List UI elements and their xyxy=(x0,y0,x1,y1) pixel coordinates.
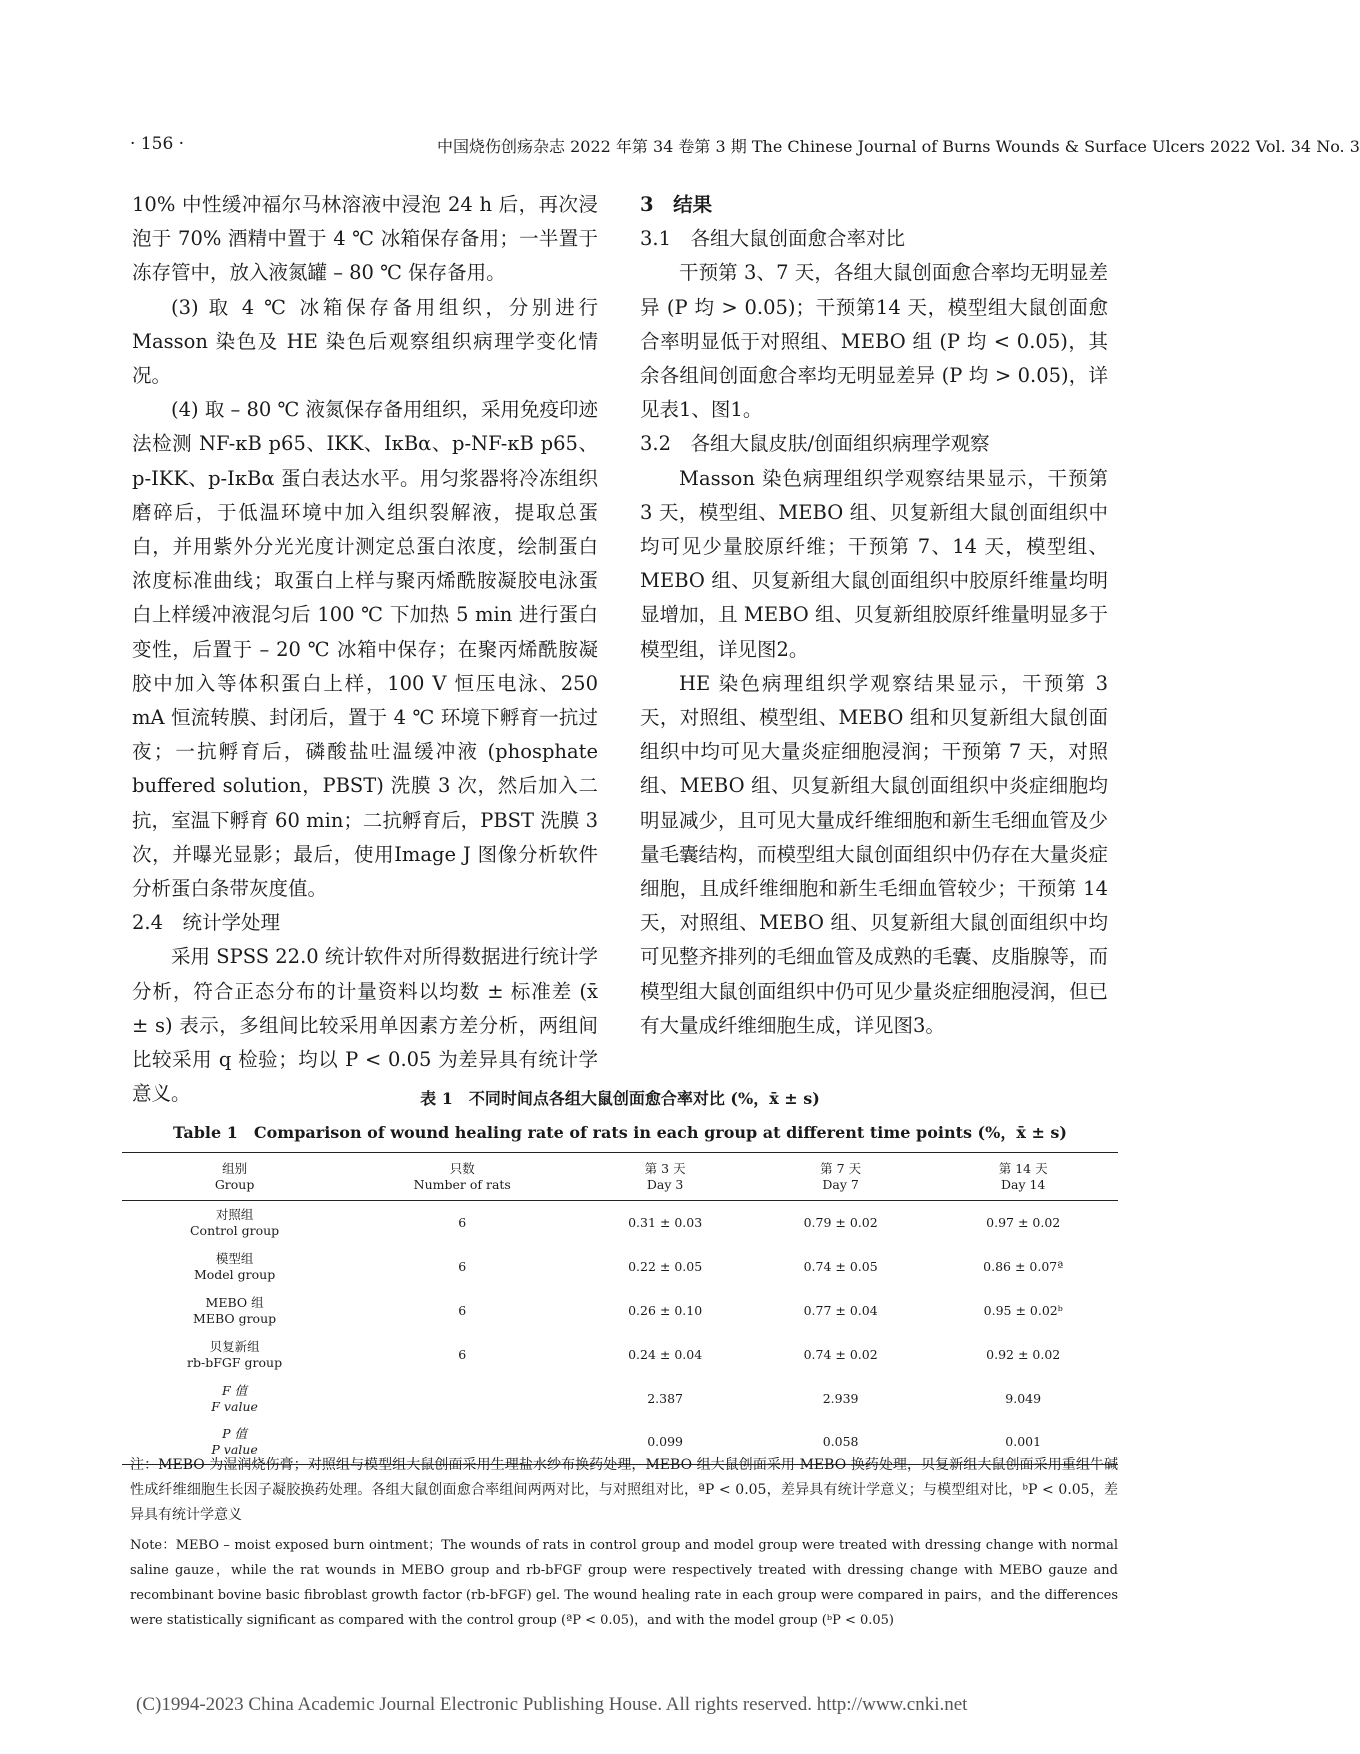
table-row xyxy=(122,1377,1118,1421)
cell-n: 6 xyxy=(458,1258,467,1274)
table-row xyxy=(122,1333,1118,1377)
section-heading: 3 结果 xyxy=(640,193,713,216)
right-column xyxy=(640,188,1108,1043)
table-row xyxy=(122,1245,1118,1289)
cell-group: F 值 F value xyxy=(211,1382,258,1414)
cell-group: 贝复新组 rb-bFGF group xyxy=(187,1338,283,1370)
paragraph: (3) 取 4 ℃ 冰箱保存备用组织，分别进行 Masson 染色及 HE 染色后观察组织病理学变化情况。 xyxy=(132,295,598,388)
cell-group: MEBO 组 MEBO group xyxy=(193,1294,277,1326)
cell-d3: 0.26 ± 0.10 xyxy=(628,1302,703,1318)
cell-d3: 0.099 xyxy=(647,1434,684,1450)
left-column xyxy=(132,188,598,1111)
header-day3: 第 3 天 Day 3 xyxy=(644,1160,686,1192)
header-group: 组别 Group xyxy=(214,1160,255,1192)
cell-d14: 0.92 ± 0.02 xyxy=(986,1346,1061,1362)
cell-d3: 0.22 ± 0.05 xyxy=(628,1258,703,1274)
running-header xyxy=(120,134,1360,160)
header-day7: 第 7 天 Day 7 xyxy=(820,1160,862,1192)
cell-d7: 2.939 xyxy=(822,1390,859,1406)
paragraph: 10% 中性缓冲福尔马林溶液中浸泡 24 h 后，再次浸泡于 70% 酒精中置于 4 ℃ 冰箱保存备用；一半置于冻存管中，放入液氮罐 – 80 ℃ 保存备用。 xyxy=(132,193,598,285)
header-number: 只数 Number of rats xyxy=(413,1160,511,1192)
paragraph: HE 染色病理组织学观察结果显示，干预第 3 天，对照组、模型组、MEBO 组和贝复新组大鼠创面组织中均可见大量炎症细胞浸润；干预第 7 天，对照组、MEBO 组、贝复新组大鼠创面组织中炎症细胞均明显减少，且可见大量成纤维细胞和新生毛细血管及少量毛囊结构，而模型组大鼠创面组织中仍存在大量炎症细胞，且成纤维细胞和新生毛细血管较少；干预第 14 天，对照组、MEBO 组、贝复新组大鼠创面组织中均可见整齐排列的毛细血管及成熟的毛囊、皮脂腺等，而模型组大鼠创面组织中仍可见少量炎症细胞浸润，但已有大量成纤维细胞生成，详见图3。 xyxy=(640,671,1109,1037)
table-caption-cn: 表 1 不同时间点各组大鼠创面愈合率对比 (%，x̄ ± s) xyxy=(420,1089,820,1108)
cell-d7: 0.058 xyxy=(822,1434,859,1450)
paragraph: 采用 SPSS 22.0 统计软件对所得数据进行统计学分析，符合正态分布的计量资料以均数 ± 标准差 (x̄ ± s) 表示，多组间比较采用单因素方差分析，两组间比较采用 q 检验；均以 P < 0.05 为差异具有统计学意义。 xyxy=(132,945,598,1106)
cell-n: 6 xyxy=(458,1302,467,1318)
table-note-cn: 注：MEBO 为湿润烧伤膏；对照组与模型组大鼠创面采用生理盐水纱布换药处理，MEBO 组大鼠创面采用 MEBO 换药处理，贝复新组大鼠创面采用重组牛碱性成纤维细胞生长因子凝胶换药处理。各组大鼠创面愈合率组间两两对比，与对照组对比，ªP < 0.05，差异具有统计学意义；与模型组对比，ᵇP < 0.05，差异具有统计学意义 xyxy=(130,1457,1118,1523)
header-day14: 第 14 天 Day 14 xyxy=(998,1160,1048,1192)
cell-d3: 0.24 ± 0.04 xyxy=(628,1346,703,1362)
copyright-footer: (C)1994-2023 China Academic Journal Electronic Publishing House. All rights reserved. http://www.cnki.net xyxy=(136,1694,968,1715)
cell-n: 6 xyxy=(458,1346,467,1362)
table-row xyxy=(122,1289,1118,1333)
results-table xyxy=(122,1152,1118,1465)
table-header-row xyxy=(122,1153,1118,1201)
cell-d14: 0.97 ± 0.02 xyxy=(986,1214,1061,1230)
cell-d7: 0.77 ± 0.04 xyxy=(803,1302,878,1318)
cell-d14: 0.86 ± 0.07ª xyxy=(983,1258,1064,1274)
section-heading: 2.4 统计学处理 xyxy=(132,911,281,935)
cell-d14: 0.95 ± 0.02ᵇ xyxy=(983,1302,1063,1318)
page-number: · 156 · xyxy=(130,134,185,154)
table-row xyxy=(122,1201,1118,1245)
cell-group: 对照组 Control group xyxy=(189,1206,280,1238)
cell-n: 6 xyxy=(458,1214,467,1230)
cell-d7: 0.74 ± 0.02 xyxy=(803,1346,878,1362)
table-caption-en: Table 1 Comparison of wound healing rate of rats in each group at different time points (%，x̄ ± s) xyxy=(172,1123,1067,1142)
cell-d3: 0.31 ± 0.03 xyxy=(628,1214,703,1230)
journal-title: 中国烧伤创疡杂志 2022 年第 34 卷第 3 期 The Chinese Journal of Burns Wounds & Surface Ulcers 2022 Vol. 34 No. 3 xyxy=(437,137,1360,156)
cell-d14: 0.001 xyxy=(1005,1434,1042,1450)
subsection-heading: 3.1 各组大鼠创面愈合率对比 xyxy=(640,227,906,251)
cell-n xyxy=(347,1377,577,1421)
paragraph: Masson 染色病理组织学观察结果显示，干预第 3 天，模型组、MEBO 组、贝复新组大鼠创面组织中均可见少量胶原纤维；干预第 7、14 天，模型组、MEBO 组、贝复新组大鼠创面组织中胶原纤维量均明显增加，且 MEBO 组、贝复新组胶原纤维量明显多于模型组，详见图2。 xyxy=(640,466,1108,661)
cell-d3: 2.387 xyxy=(647,1390,684,1406)
paragraph: 干预第 3、7 天，各组大鼠创面愈合率均无明显差异 (P 均 > 0.05)；干预第14 天，模型组大鼠创面愈合率明显低于对照组、MEBO 组 (P 均 < 0.05)，其余各组间创面愈合率均无明显差异 (P 均 > 0.05)，详见表1、图1。 xyxy=(640,261,1108,422)
table-note-en: Note：MEBO – moist exposed burn ointment；The wounds of rats in control group and model group were treated with dressing change with normal saline gauze，while the rat wounds in MEBO group and rb-bFGF group were respectively treated with dressing change with MEBO gauze and recombinant bovine basic fibroblast growth factor (rb-bFGF) gel. The wound healing rate in each group were compared in pairs，and the differences were statistically significant as compared with the control group (ªP < 0.05)，and with the model group (ᵇP < 0.05) xyxy=(130,1538,1118,1628)
cell-group: 模型组 Model group xyxy=(193,1250,276,1282)
cell-d14: 9.049 xyxy=(1005,1390,1042,1406)
cell-d7: 0.74 ± 0.05 xyxy=(803,1258,878,1274)
cell-group: P 值 P value xyxy=(211,1426,258,1458)
subsection-heading: 3.2 各组大鼠皮肤/创面组织病理学观察 xyxy=(640,432,990,456)
cell-d7: 0.79 ± 0.02 xyxy=(803,1214,878,1230)
paragraph: (4) 取 – 80 ℃ 液氮保存备用组织，采用免疫印迹法检测 NF-κB p65、IKK、IκBα、p-NF-κB p65、p-IKK、p-IκBα 蛋白表达水平。用匀浆器将冷冻组织磨碎后，于低温环境中加入组织裂解液，提取总蛋白，并用紫外分光光度计测定总蛋白浓度，绘制蛋白浓度标准曲线；取蛋白上样与聚丙烯酰胺凝胶电泳蛋白上样缓冲液混匀后 100 ℃ 下加热 5 min 进行蛋白变性，后置于 – 20 ℃ 冰箱中保存；在聚丙烯酰胺凝胶中加入等体积蛋白上样，100 V 恒压电泳、250 mA 恒流转膜、封闭后，置于 4 ℃ 环境下孵育一抗过夜；一抗孵育后，磷酸盐吐温缓冲液 (phosphate buffered solution，PBST) 洗膜 3 次，然后加入二抗，室温下孵育 60 min；二抗孵育后，PBST 洗膜 3 次，并曝光显影；最后，使用Image J 图像分析软件分析蛋白条带灰度值。 xyxy=(132,398,598,901)
